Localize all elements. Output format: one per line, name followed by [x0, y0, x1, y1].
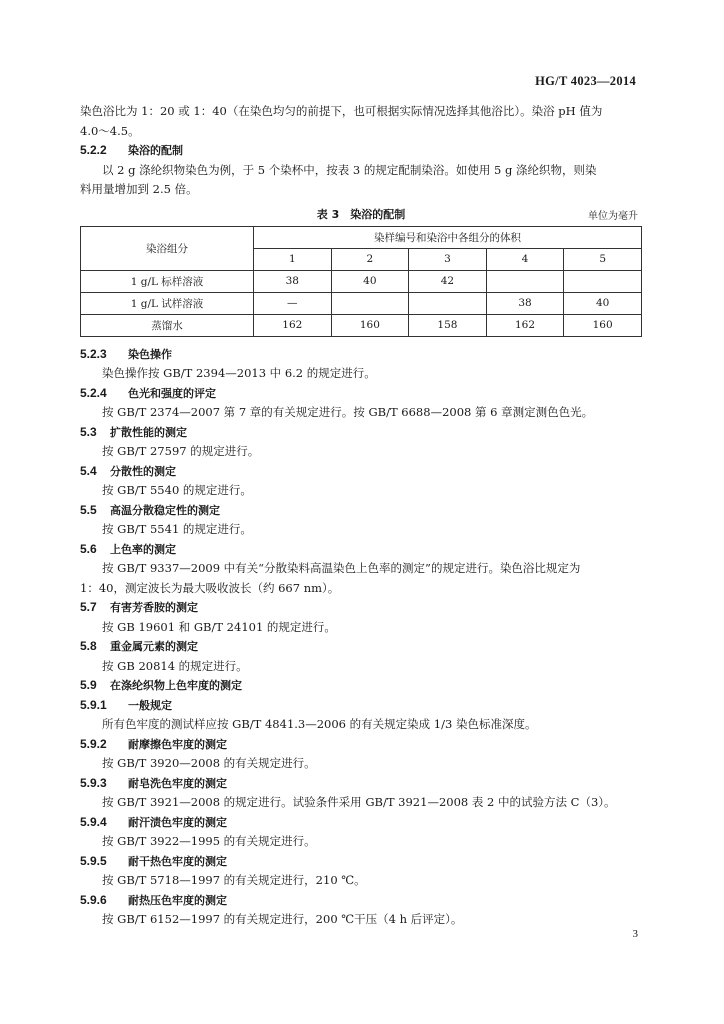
section-heading	[80, 462, 642, 482]
intro-line-2: 4.0～4.5。	[80, 123, 140, 138]
table-cell: 162	[486, 314, 564, 336]
column-header: 1	[254, 248, 332, 270]
section-paragraph-line: 按 GB/T 5540 的规定进行。	[102, 483, 252, 497]
section-paragraph-line: 按 GB/T 5718—1997 的有关规定进行，210 ℃。	[102, 873, 366, 887]
section-number: 5.2.3	[80, 346, 107, 361]
section-title: 有害芳香胺的测定	[110, 601, 198, 614]
row-label: 蒸馏水	[81, 314, 254, 336]
section-number: 5.6	[80, 541, 97, 556]
section-heading	[80, 540, 642, 560]
section-paragraph-line: 染色操作按 GB/T 2394—2013 中 6.2 的规定进行。	[102, 366, 376, 380]
table-cell: 38	[254, 270, 332, 292]
section-title: 色光和强度的评定	[128, 386, 216, 400]
column-header: 5	[564, 248, 642, 270]
page-number: 3	[632, 928, 638, 940]
section-number: 5.9.5	[80, 853, 107, 868]
section-paragraph-line: 按 GB/T 5541 的规定进行。	[102, 522, 252, 536]
section-number: 5.9.6	[80, 892, 107, 907]
section-paragraph-line: 按 GB 19601 和 GB/T 24101 的规定进行。	[102, 619, 336, 634]
section-number: 5.9	[80, 678, 97, 692]
section-heading	[80, 637, 642, 657]
table-group-header: 染样编号和染浴中各组分的体积	[254, 226, 642, 248]
section-title: 耐汗渍色牢度的测定	[128, 815, 227, 829]
section-paragraph-line: 1：40，测定波长为最大吸收波长（约 667 nm）。	[80, 580, 340, 595]
section-heading	[80, 345, 642, 365]
table-row-header: 染浴组分	[81, 226, 254, 270]
sections-list	[80, 345, 642, 930]
table-row	[81, 314, 642, 336]
section-title: 染色操作	[128, 347, 172, 361]
section-heading	[80, 891, 642, 911]
column-header: 3	[409, 248, 487, 270]
section-5-2-2-line-1: 以 2 g 涤纶织物染色为例，于 5 个染杯中，按表 3 的规定配制染浴。如使用 5 g 涤纶织物，则染	[102, 162, 597, 177]
section-number: 5.9.3	[80, 775, 107, 790]
table-cell	[331, 292, 409, 314]
section-title: 耐摩擦色牢度的测定	[128, 737, 227, 751]
table-cell: 162	[254, 314, 332, 336]
section-paragraph-line: 按 GB/T 3921—2008 的规定进行。试验条件采用 GB/T 3921—2008 表 2 中的试验方法 C（3）。	[102, 795, 616, 809]
table-title: 表 3 染浴的配制	[316, 207, 406, 221]
section-heading	[80, 852, 642, 872]
section-heading	[80, 696, 642, 716]
section-title: 扩散性能的测定	[110, 425, 187, 439]
section-number: 5.8	[80, 639, 97, 653]
section-title: 高温分散稳定性的测定	[110, 503, 220, 517]
section-number: 5.2.4	[80, 385, 107, 400]
page-content	[80, 102, 642, 930]
section-number: 5.9.4	[80, 814, 107, 829]
section-paragraph-line: 所有色牢度的测试样应按 GB/T 4841.3—2006 的有关规定染成 1/3 染色标准深度。	[102, 717, 537, 731]
section-number: 5.4	[80, 463, 97, 478]
section-heading	[80, 501, 642, 521]
table-caption	[80, 204, 642, 226]
section-paragraph-line: 按 GB 20814 的规定进行。	[102, 658, 248, 673]
section-heading	[80, 735, 642, 755]
table-cell: 160	[564, 314, 642, 336]
section-number: 5.9.1	[80, 697, 107, 712]
table-cell: 158	[409, 314, 487, 336]
section-heading	[80, 813, 642, 833]
section-paragraph-line: 按 GB/T 3922—1995 的有关规定进行。	[102, 834, 316, 848]
section-number: 5.5	[80, 502, 97, 517]
dye-bath-table	[80, 226, 642, 337]
table-unit: 单位为毫升	[588, 210, 638, 222]
section-paragraph-line: 按 GB/T 3920—2008 的有关规定进行。	[102, 756, 316, 770]
row-label: 1 g/L 标样溶液	[81, 270, 254, 292]
section-title: 耐热压色牢度的测定	[128, 893, 227, 907]
section-title: 染浴的配制	[128, 144, 183, 157]
column-header: 2	[331, 248, 409, 270]
section-number: 5.3	[80, 424, 97, 439]
intro-line-1: 染色浴比为 1：20 或 1：40（在染色均匀的前提下，也可根据实际情况选择其他浴比）。染浴 pH 值为	[80, 104, 603, 118]
section-number: 5.2.2	[80, 143, 107, 157]
section-title: 在涤纶织物上色牢度的测定	[110, 679, 242, 692]
section-heading	[80, 676, 642, 696]
standard-code: HG/T 4023—2014	[535, 74, 636, 88]
column-header: 4	[486, 248, 564, 270]
table-cell: 160	[331, 314, 409, 336]
section-5-2-2-line-2: 料用量增加到 2.5 倍。	[80, 182, 198, 196]
section-title: 上色率的测定	[110, 542, 176, 556]
section-heading	[80, 774, 642, 794]
table-row	[81, 292, 642, 314]
section-heading	[80, 384, 642, 404]
table-cell: —	[254, 292, 332, 314]
section-heading	[80, 423, 642, 443]
table-cell	[409, 292, 487, 314]
section-number: 5.7	[80, 600, 97, 614]
section-paragraph-line: 按 GB/T 6152—1997 的有关规定进行，200 ℃干压（4 h 后评定）。	[102, 912, 463, 926]
section-title: 分散性的测定	[110, 464, 176, 478]
table-cell: 42	[409, 270, 487, 292]
table-cell: 40	[331, 270, 409, 292]
section-title: 一般规定	[128, 698, 172, 712]
section-number: 5.9.2	[80, 736, 107, 751]
section-heading	[80, 598, 642, 618]
section-title: 耐皂洗色牢度的测定	[128, 776, 227, 790]
table-cell	[564, 270, 642, 292]
section-paragraph-line: 按 GB/T 2374—2007 第 7 章的有关规定进行。按 GB/T 6688—2008 第 6 章测定测色色光。	[102, 405, 594, 419]
row-label: 1 g/L 试样溶液	[81, 292, 254, 314]
table-cell: 38	[486, 292, 564, 314]
table-row	[81, 270, 642, 292]
section-title: 重金属元素的测定	[110, 640, 198, 653]
table-cell: 40	[564, 292, 642, 314]
section-heading-5-2-2	[80, 141, 642, 161]
section-paragraph-line: 按 GB/T 9337—2009 中有关“分散染料高温染色上色率的测定”的规定进行。染色浴比规定为	[102, 561, 581, 575]
table-cell	[486, 270, 564, 292]
section-paragraph-line: 按 GB/T 27597 的规定进行。	[102, 444, 260, 458]
section-title: 耐干热色牢度的测定	[128, 854, 227, 868]
